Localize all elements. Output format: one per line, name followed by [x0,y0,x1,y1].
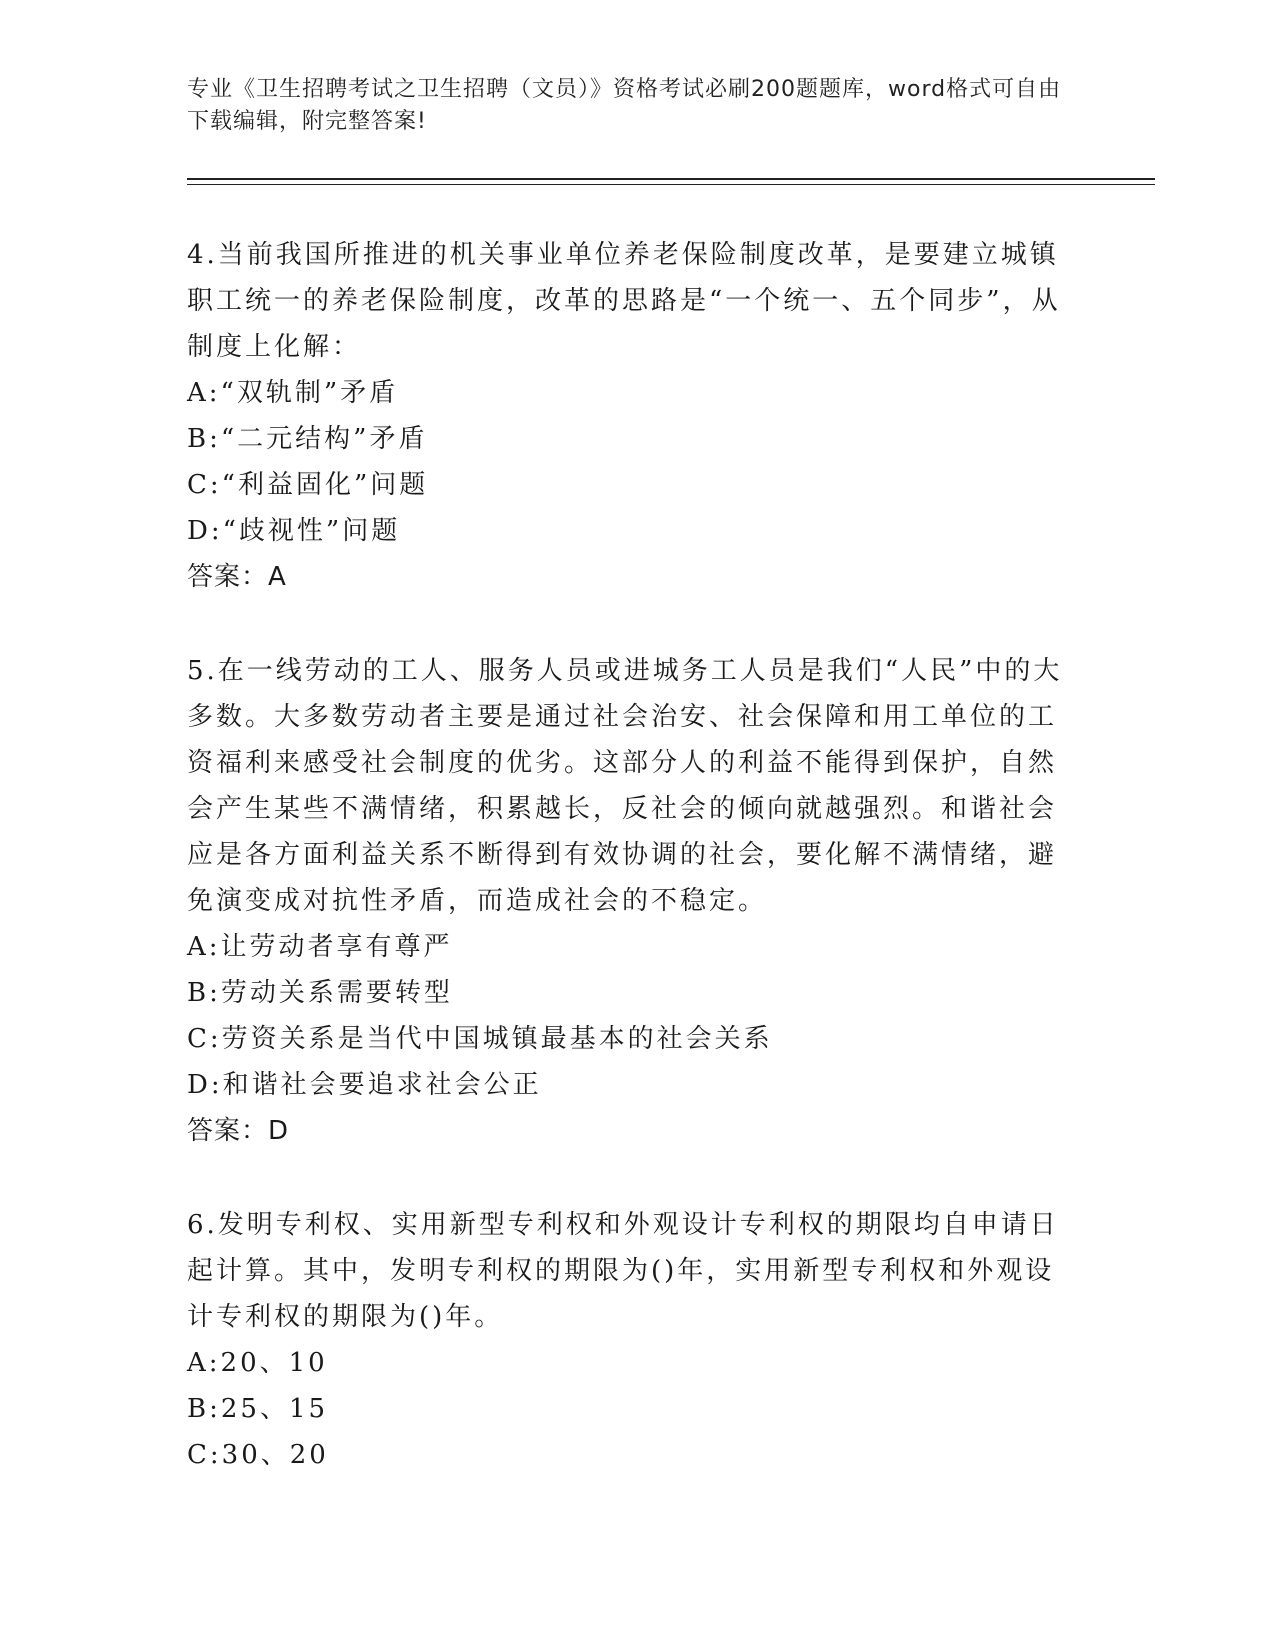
option-a: A:让劳动者享有尊严 [187,932,453,962]
option-d: D:和谐社会要追求社会公正 [187,1070,542,1100]
header-divider [187,178,1155,185]
answer: 答案：D [187,1116,290,1146]
answer: 答案：A [187,562,287,592]
question-list [187,232,1067,1526]
question-stem: 4.当前我国所推进的机关事业单位养老保险制度改革，是要建立城镇职工统一的养老保险制度，改革的思路是“一个统一、五个同步”，从制度上化解： [187,240,1061,362]
option-c: C:劳资关系是当代中国城镇最基本的社会关系 [187,1024,773,1054]
option-b: B:25、15 [187,1394,329,1424]
option-b: B:劳动关系需要转型 [187,978,453,1008]
page-header: 专业《卫生招聘考试之卫生招聘（文员）》资格考试必刷200题题库，word格式可自由下载编辑，附完整答案! [187,77,1062,134]
option-c: C:“利益固化”问题 [187,470,429,500]
option-a: A:“双轨制”矛盾 [187,378,399,408]
option-a: A:20、10 [187,1348,328,1378]
option-d: D:“歧视性”问题 [187,516,401,546]
option-c: C:30、20 [187,1440,329,1470]
question-stem: 6.发明专利权、实用新型专利权和外观设计专利权的期限均自申请日起计算。其中，发明专利权的期限为()年，实用新型专利权和外观设计专利权的期限为()年。 [187,1210,1059,1332]
question-stem: 5.在一线劳动的工人、服务人员或进城务工人员是我们“人民”中的大多数。大多数劳动者主要是通过社会治安、社会保障和用工单位的工资福利来感受社会制度的优劣。这部分人的利益不能得到保护，自然会产生某些不满情绪，积累越长，反社会的倾向就越强烈。和谐社会应是各方面利益关系不断得到有效协调的社会，要化解不满情绪，避免演变成对抗性矛盾，而造成社会的不稳定。 [187,656,1063,916]
question-4 [187,232,1067,600]
question-6 [187,1202,1067,1478]
question-5 [187,648,1067,1154]
option-b: B:“二元结构”矛盾 [187,424,428,454]
